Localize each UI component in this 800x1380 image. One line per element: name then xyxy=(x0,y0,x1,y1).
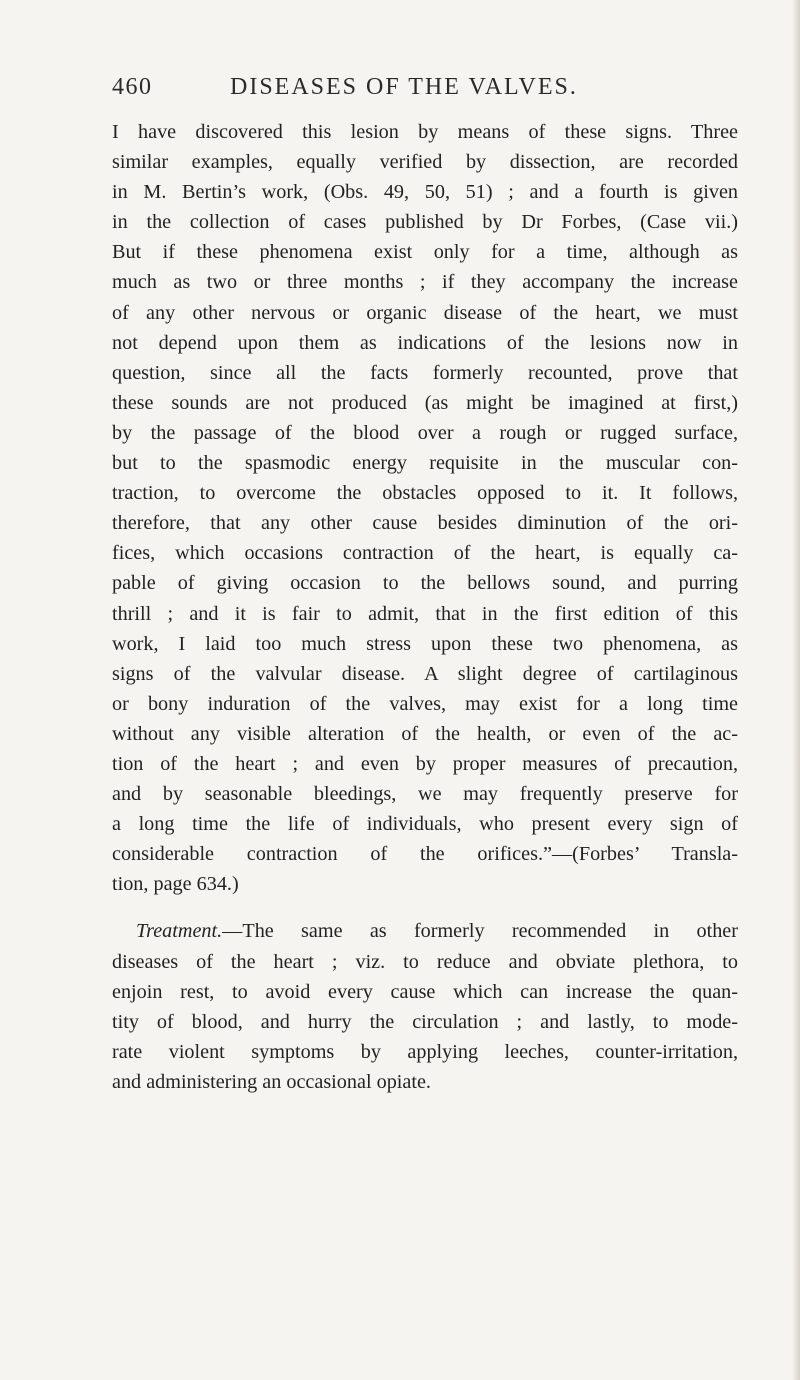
body-text xyxy=(112,117,738,1097)
text-line: rate violent symptoms by applying leeches, counter-irritation, xyxy=(112,1040,738,1063)
text-line: tity of blood, and hurry the circulation ; and lastly, to mode- xyxy=(112,1010,738,1033)
text-line: and by seasonable bleedings, we may frequently preserve for xyxy=(112,783,738,806)
treatment-heading: Treatment. xyxy=(136,920,223,943)
text-line: signs of the valvular disease. A slight degree of cartilaginous xyxy=(112,662,738,685)
text-line: tion of the heart ; and even by proper measures of precaution, xyxy=(112,752,738,775)
text-line: question, since all the facts formerly recounted, prove that xyxy=(112,361,738,384)
text-line: by the passage of the blood over a rough or rugged surface, xyxy=(112,421,738,444)
text-line: much as two or three months ; if they accompany the increase xyxy=(112,271,738,294)
text-line: a long time the life of individuals, who present every sign of xyxy=(112,813,738,836)
text-line: without any visible alteration of the health, or even of the ac- xyxy=(112,722,738,745)
text-line: pable of giving occasion to the bellows sound, and purring xyxy=(112,572,738,595)
text-line: fices, which occasions contraction of the heart, is equally ca- xyxy=(112,542,738,565)
text-line: in M. Bertin’s work, (Obs. 49, 50, 51) ; and a fourth is given xyxy=(112,181,738,204)
paragraph-2 xyxy=(112,916,738,1097)
paragraph-gap xyxy=(112,899,738,916)
page-header xyxy=(112,74,712,108)
text-line: diseases of the heart ; viz. to reduce and obviate plethora, to xyxy=(112,950,738,973)
text-line: enjoin rest, to avoid every cause which can increase the quan- xyxy=(112,980,738,1003)
page-edge-shadow xyxy=(792,0,800,1380)
text-line: work, I laid too much stress upon these two phenomena, as xyxy=(112,632,738,655)
text-line: I have discovered this lesion by means of these signs. Three xyxy=(112,121,738,143)
page-number: 460 xyxy=(112,74,153,100)
text-line: similar examples, equally verified by dissection, are recorded xyxy=(112,151,738,174)
text-line: tion, page 634.) xyxy=(112,873,239,896)
text-line: but to the spasmodic energy requisite in the muscular con- xyxy=(112,452,738,475)
text-line: these sounds are not produced (as might be imagined at first,) xyxy=(112,391,738,414)
text-line: traction, to overcome the obstacles opposed to it. It follows, xyxy=(112,482,738,505)
text-line: of any other nervous or organic disease of the heart, we must xyxy=(112,301,738,324)
paragraph-1 xyxy=(112,117,738,899)
text-line: or bony induration of the valves, may exist for a long time xyxy=(112,692,738,715)
text-line-first xyxy=(112,916,738,946)
text-line: But if these phenomena exist only for a time, although as xyxy=(112,241,738,264)
text-line: in the collection of cases published by Dr Forbes, (Case vii.) xyxy=(112,211,738,234)
text-line: and administering an occasional opiate. xyxy=(112,1070,431,1093)
treatment-intro: —The same as formerly recommended in other xyxy=(222,920,738,943)
text-line: therefore, that any other cause besides diminution of the ori- xyxy=(112,512,738,535)
text-line: not depend upon them as indications of the lesions now in xyxy=(112,331,738,354)
text-line: thrill ; and it is fair to admit, that in the first edition of this xyxy=(112,602,738,625)
text-line: considerable contraction of the orifices.”—(Forbes’ Transla- xyxy=(112,843,738,866)
running-head: DISEASES OF THE VALVES. xyxy=(230,74,578,100)
